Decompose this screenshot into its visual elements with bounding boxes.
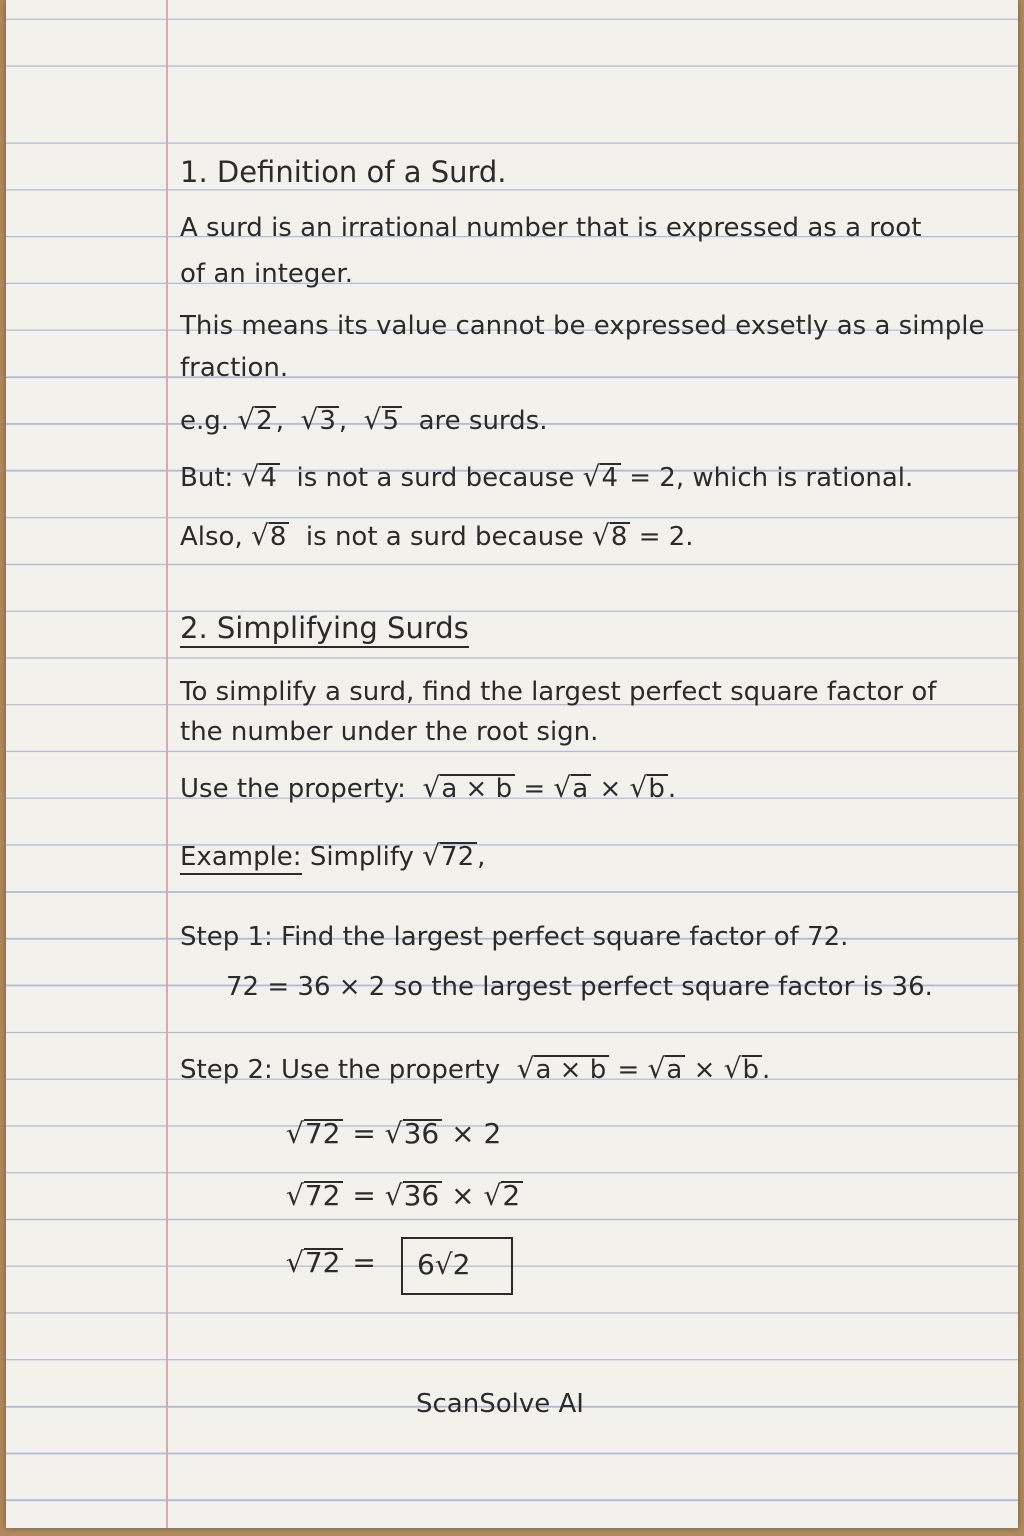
intro-line-2: the number under the root sign. (180, 717, 599, 747)
step2-prefix: Step 2: Use the property (180, 1055, 501, 1085)
answer-box (401, 1237, 513, 1295)
definition-line-1: A surd is an irrational number that is expressed as a root (180, 213, 922, 243)
eg-tail: are surds. (418, 406, 548, 436)
definition-line-2: of an integer. (180, 259, 353, 289)
brand-footer: ScanSolve AI (416, 1389, 584, 1419)
section1-heading: 1. Definition of a Surd. (180, 155, 507, 189)
but-mid: is not a surd because (296, 463, 575, 493)
step1-calc: 72 = 36 × 2 so the largest perfect square factor is 36. (226, 972, 933, 1002)
section2-heading: 2. Simplifying Surds (180, 612, 469, 644)
step2-line: Step 2: Use the property √a × b = √a × √b . (180, 1052, 771, 1085)
also-line: Also, √8 is not a surd because √8 = 2. (180, 519, 694, 552)
working-line-3: √72 = (286, 1246, 376, 1279)
example-surds-line: e.g. √2 , √3 , √5 are surds. (180, 403, 548, 436)
example-line: Example: Simplify √72 , (180, 840, 485, 873)
example-label: Example: (180, 842, 302, 875)
means-line-1: This means its value cannot be expressed exsetly as a simple (180, 311, 985, 341)
property-prefix: Use the property: (180, 774, 406, 804)
margin-line (166, 0, 168, 1528)
example-text: Simplify (309, 842, 414, 872)
eg-prefix: e.g. (180, 406, 230, 436)
property-line: Use the property: √a × b = √a × √b . (180, 771, 677, 804)
also-tail: = 2. (638, 522, 694, 552)
working-line-2: √72 = √36 × √2 (286, 1180, 523, 1212)
step1-line: Step 1: Find the largest perfect square factor of 72. (180, 922, 849, 952)
intro-line-1: To simplify a surd, find the largest perfect square factor of (180, 677, 937, 707)
but-tail: = 2, which is rational. (629, 463, 914, 493)
but-line: But: √4 is not a surd because √4 = 2, which is rational. (180, 460, 914, 493)
working-line-1: √72 = √36 × 2 (286, 1117, 502, 1150)
but-prefix: But: (180, 463, 234, 493)
answer-value: 6√2 (417, 1248, 471, 1281)
also-prefix: Also, (180, 522, 243, 552)
notebook-page (6, 0, 1018, 1528)
means-line-2: fraction. (180, 353, 289, 383)
also-mid: is not a surd because (305, 522, 584, 552)
